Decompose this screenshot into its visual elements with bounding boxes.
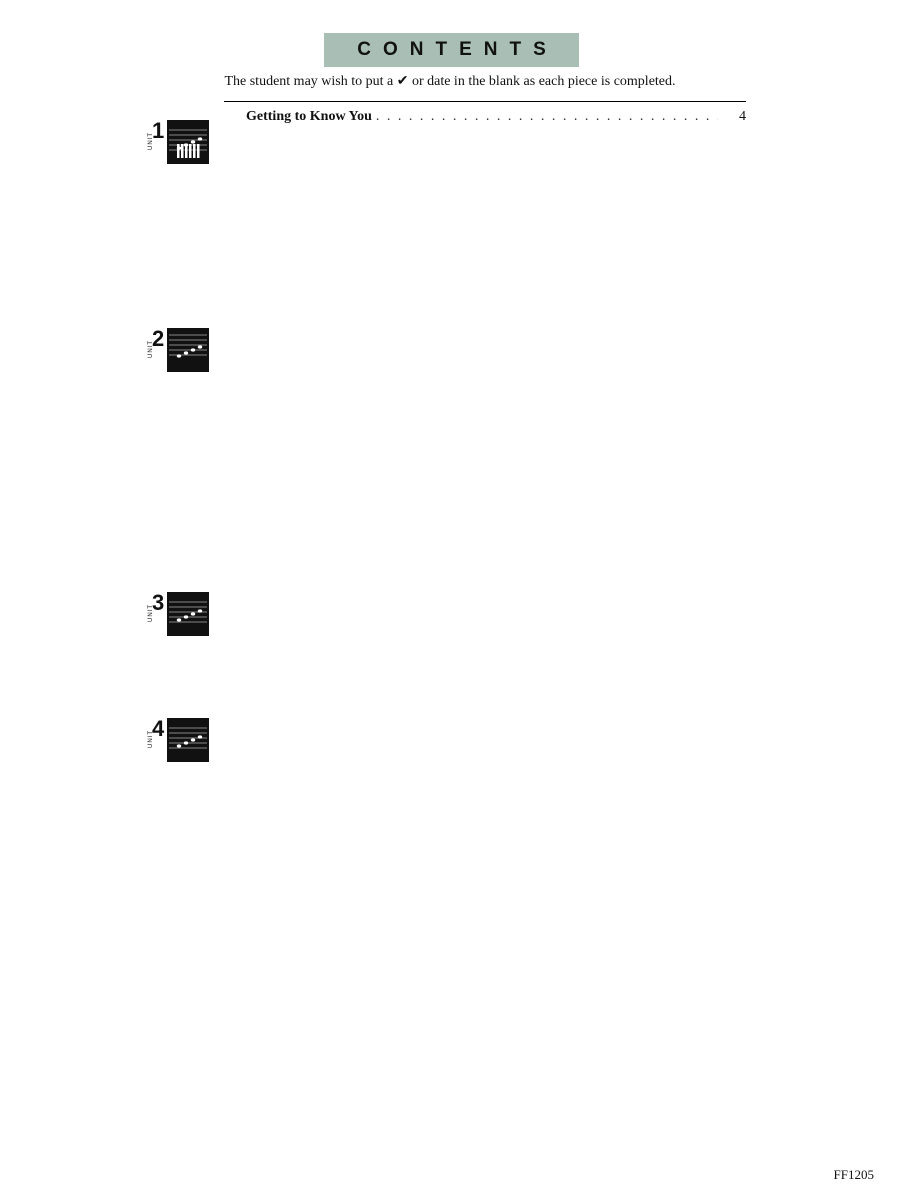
unit-art-icon bbox=[167, 328, 209, 372]
toc-entry bbox=[246, 107, 746, 126]
unit-marker-2 bbox=[150, 328, 212, 376]
unit-label: UNIT bbox=[148, 132, 154, 150]
unit-art-icon bbox=[167, 718, 209, 762]
unit-marker-1 bbox=[150, 120, 212, 168]
unit-art bbox=[167, 120, 209, 164]
unit-label: UNIT bbox=[148, 340, 154, 358]
unit-label: UNIT bbox=[148, 730, 154, 748]
unit-art-icon bbox=[167, 592, 209, 636]
intro-text: The student may wish to put a ✔ or date in the blank as each piece is completed. bbox=[224, 74, 676, 89]
unit-number: 2 bbox=[152, 326, 165, 351]
catalog-number: FF1205 bbox=[833, 1167, 874, 1182]
unit-label: UNIT bbox=[148, 604, 154, 622]
unit-art-icon bbox=[167, 120, 209, 164]
top-rule bbox=[224, 101, 746, 102]
entry-title: Getting to Know You bbox=[246, 109, 372, 124]
unit-number: 4 bbox=[152, 716, 165, 741]
unit-number: 1 bbox=[152, 118, 165, 143]
unit-art bbox=[167, 592, 209, 636]
unit-marker-3 bbox=[150, 592, 212, 640]
contents-banner: CONTENTS bbox=[324, 33, 579, 67]
unit-art bbox=[167, 328, 209, 372]
page-number: 4 bbox=[739, 109, 746, 124]
dot-leader bbox=[376, 107, 718, 126]
unit-art bbox=[167, 718, 209, 762]
unit-marker-4 bbox=[150, 718, 212, 766]
unit-number: 3 bbox=[152, 590, 165, 615]
